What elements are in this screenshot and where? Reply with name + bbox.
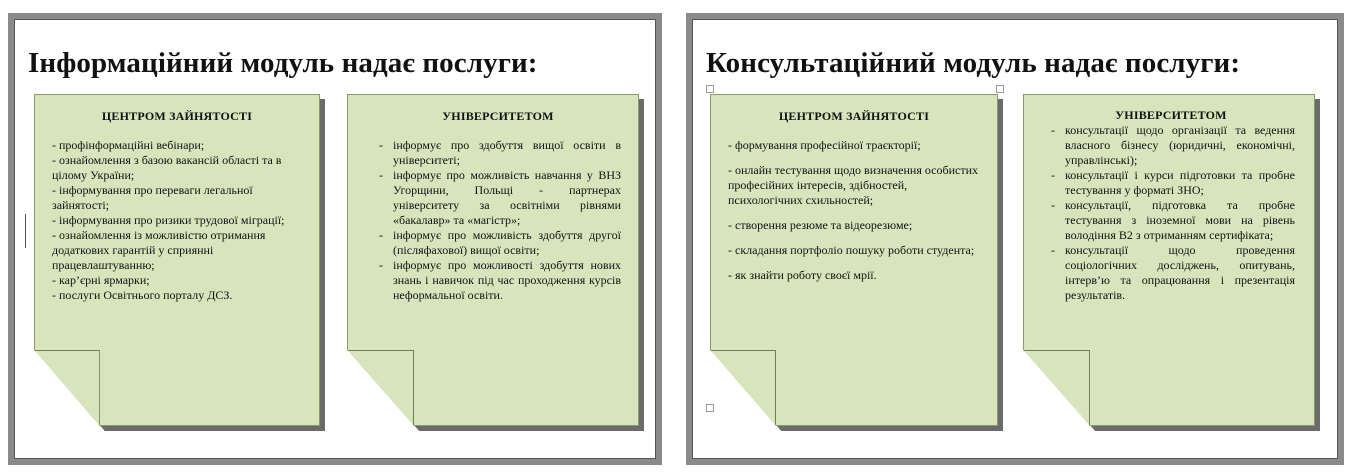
- slide-informational-module[interactable]: [8, 13, 662, 465]
- list-item: - послуги Освітнього порталу ДСЗ.: [52, 288, 233, 302]
- list-item: - ознайомлення з базою вакансій області та в цілому України;: [52, 153, 282, 182]
- list-item: - інформування про переваги легальної зайнятості;: [52, 183, 253, 212]
- list-item: - консультації щодо організації та ведення власного бізнесу (юридичні, економічні, управлінські);: [1047, 123, 1295, 168]
- list-item: - консультації щодо проведення соціологічних досліджень, опитувань, інтерв’ю та опрацювання і презентація результатів.: [1047, 243, 1295, 303]
- slide-title: Інформаційний модуль надає послуги:: [28, 47, 538, 79]
- list-item: - складання портфоліо пошуку роботи студента;: [728, 243, 975, 257]
- text-cursor: [25, 214, 26, 248]
- list-item: - кар’єрні ярмарки;: [52, 273, 150, 287]
- list-item: - як знайти роботу своєї мрії.: [728, 268, 877, 282]
- list-item: - інформує про можливість здобуття другої (післяфахової) вищої освіти;: [375, 228, 621, 258]
- list-item: - створення резюме та відеорезюме;: [728, 218, 913, 232]
- card-heading: УНІВЕРСИТЕТОМ: [442, 109, 554, 123]
- card-heading: УНІВЕРСИТЕТОМ: [1115, 108, 1227, 122]
- list-item: - онлайн тестування щодо визначення особистих професійних інтересів, здібностей, психологічних схильностей;: [728, 163, 979, 207]
- card-employment-center[interactable]: [710, 94, 998, 426]
- card-employment-center[interactable]: [34, 94, 320, 426]
- card-heading: ЦЕНТРОМ ЗАЙНЯТОСТІ: [778, 109, 930, 123]
- list-item: - інформує про здобуття вищої освіти в університеті;: [375, 138, 621, 168]
- list-item: - інформує про можливості здобуття нових знань і навичок під час проходження курсів неформальної освіти.: [375, 258, 621, 303]
- list-item: - ознайомлення із можливістю отримання додаткових гарантій у сприянні працевлаштуванню;: [52, 228, 266, 272]
- selection-handle[interactable]: [996, 85, 1004, 93]
- slide-title: Консультаційний модуль надає послуги:: [706, 47, 1241, 79]
- card-university[interactable]: [347, 94, 639, 426]
- list-item: - профінформаційні вебінари;: [52, 138, 205, 152]
- list-item: - консультації, підготовка та пробне тестування з іноземної мови на рівень володіння В2 з отриманням сертифіката;: [1047, 198, 1295, 243]
- slide-consulting-module[interactable]: [686, 13, 1344, 465]
- list-item: - інформує про можливість навчання у ВНЗ Угорщини, Польщі - партнерах університету за освітніми рівнями «бакалавр» та «магістр»;: [375, 168, 621, 228]
- selection-handle[interactable]: [706, 404, 714, 412]
- list-item: - інформування про ризики трудової міграції;: [52, 213, 285, 227]
- card-heading: ЦЕНТРОМ ЗАЙНЯТОСТІ: [101, 109, 253, 123]
- card-university[interactable]: [1023, 94, 1315, 426]
- list-item: - консультації і курси підготовки та пробне тестування у форматі ЗНО;: [1047, 168, 1295, 198]
- selection-handle[interactable]: [706, 85, 714, 93]
- list-item: - формування професійної траєкторії;: [728, 138, 921, 152]
